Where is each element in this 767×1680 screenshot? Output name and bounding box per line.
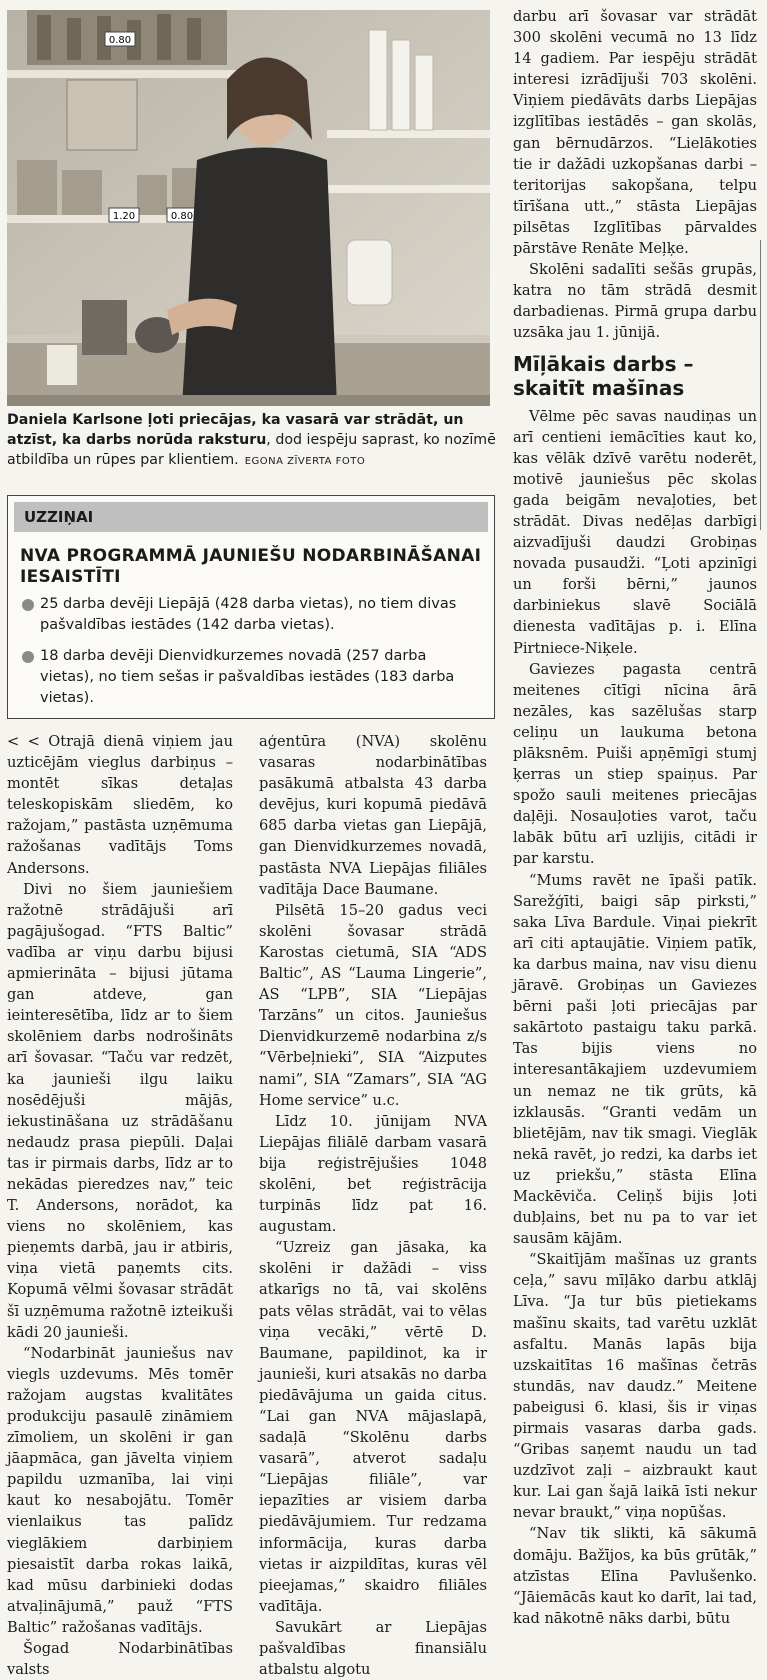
paragraph: < < Otrajā dienā viņiem jau uzticējām vieglus darbiņus – montēt sīkas detaļas teleskopiskām sliedēm, ko ražojam,” pastāsta uzņēmuma ražošanas vadītājs Toms Andersons. xyxy=(7,733,233,877)
list-item xyxy=(22,646,484,709)
section-subheading: Mīļākais darbs – skaitīt mašīnas xyxy=(513,351,694,400)
paragraph: Skolēni sadalīti sešās grupās, katra no tām strādā desmit darbadienas. Pirmā grupa darbu uzsāka jau 1. jūnijā. xyxy=(513,261,757,342)
price-tag: 0.80 xyxy=(170,211,194,222)
article-column-2 xyxy=(259,731,487,1680)
photo-caption xyxy=(7,410,501,472)
article-column-3 xyxy=(513,6,757,1629)
list-item-text: 25 darba devēji Liepājā (428 darba vietas), no tiem divas pašvaldības iestādes (142 darba vietas). xyxy=(40,596,457,633)
price-tag: 1.20 xyxy=(112,211,136,222)
paragraph: “Nav tik slikti, kā sākumā domāju. Bažījos, ka būs grūtāk,” atzīstas Elīna Pavlušenko. “Jāiemācās kaut ko darīt, lai tad, kad nākotnē nāks darbi, būtu xyxy=(513,1525,757,1627)
bullet-icon xyxy=(22,651,34,663)
info-box-title: NVA PROGRAMMĀ JAUNIEŠU NODARBINĀŠANAI IESAISTĪTI xyxy=(20,546,482,587)
info-box-list xyxy=(22,594,484,709)
article-column-1 xyxy=(7,731,233,1680)
bullet-icon xyxy=(22,599,34,611)
paragraph: “Skaitījām mašīnas uz grants ceļa,” savu mīļāko darbu atklāj Līva. “Ja tur būs pietiekams mašīnu skaits, tad varētu uzklāt asfaltu. Manās lapās bija uzskaitītas 16 mašīnas četrās stundās, nav daudz.” Meitene pabeigusi 6. klasi, šis ir viņas pirmais vasaras darba gads. “Gribas saņemt naudu un tad uzdzīvot zaļi – aizbraukt kaut kur. Lai gan šajā laikā īsti nekur nevar braukt,” viņa nopūšas. xyxy=(513,1251,757,1522)
paragraph: Vēlme pēc savas naudiņas un arī centieni iemācīties kaut ko, kas vēlāk dzīvē varētu noderēt, motivē jauniešus pēc skolas gada beigām nevaļoties, bet strādāt. Divas nedēļas darbīgi aizvadījuši daudzi Grobiņas novada pusaudži. “Ļoti apzinīgi un forši bērni,” jaunos darbiniekus slavē Sociālā dienesta vadītājas p. i. Elīna Pirtniece-Niķele. xyxy=(513,407,757,657)
caption-lead: Daniela Karlsone ļoti priecājas, ka vasarā var strādāt, un atzīst, ka darbs norūda raksturu xyxy=(7,412,464,448)
caption-text: , dod iespēju saprast, ko nozīmē atbildība un rūpes par klientiem. xyxy=(7,432,496,468)
photo-illustration xyxy=(7,10,490,406)
paragraph: aģentūra (NVA) skolēnu vasaras nodarbinātības pasākumā atbalsta 43 darba devējus, kuri kopumā piedāvā 685 darba vietas gan Liepājā, gan Dienvidkurzemes novadā, pastāsta NVA Liepājas filiāles vadītāja Dace Baumane. xyxy=(259,733,487,898)
paragraph: “Uzreiz gan jāsaka, ka skolēni ir dažādi – viss atkarīgs no tā, vai skolēns pats vēlas strādāt, vai to vēlas viņa vecāki,” vērtē D. Baumane, papildinot, ka ir jaunieši, kuri atsakās no darba piedāvājuma un gaida citus. “Lai gan NVA mājaslapā, sadaļā “Skolēnu darbs vasarā”, atverot sadaļu “Liepājas filiāle”, var iepazīties ar visiem darba piedāvājumiem. Tur redzama informācija, kuras darba vietas ir aizpildītas, kuras vēl pieejamas,” skaidro filiāles vadītāja. xyxy=(259,1239,487,1615)
paragraph: Divi no šiem jauniešiem ražotnē strādājuši arī pagājušogad. “FTS Baltic” vadība ar viņu darbu bijusi apmierināta – bijusi jūtama gan atdeve, gan ieinteresētība, līdz ar to šiem skolēniem darbs nodrošināts arī šovasar. “Taču var redzēt, ka jaunieši ilgu laiku nosēdējuši mājās, iekustināšana uz strādāšanu nedaudz prasa piepūli. Daļai tas ir pirmais darbs, līdz ar to nekādas pieredzes nav,” teic T. Andersons, norādot, ka viens no skolēniem, kas pieņemts darbā, jau ir atbiris, viņa vietā paņemts cits. Kopumā vēlmi šovasar strādāt šī uzņēmuma ražotnē izteikuši kādi 20 jaunieši. xyxy=(7,880,233,1341)
info-box-header: UZZIŅAI xyxy=(14,502,488,532)
price-tag: 0.80 xyxy=(108,35,132,46)
info-box xyxy=(7,495,495,719)
paragraph: Šogad Nodarbinātības valsts xyxy=(7,1640,233,1679)
photo-credit: EGONA ZĪVERTA FOTO xyxy=(244,456,366,467)
paragraph: darbu arī šovasar var strādāt 300 skolēni vecumā no 13 līdz 14 gadiem. Par iespēju strādāt interesi izrādījuši 703 skolēni. Viņiem piedāvāts darbs Liepājas izglītības iestādēs – gan skolās, gan bērnudārzos. “Lielākoties tie ir dažādi uzkopšanas darbi – teritorijas sakopšana, telpu tīrīšana utt.,” stāsta Liepājas pilsētas Izglītības pārvaldes pārstāve Renāte Meļķe. xyxy=(513,8,757,258)
paragraph: Savukārt ar Liepājas pašvaldības finansiālu atbalstu algotu xyxy=(259,1618,487,1679)
paragraph: “Mums ravēt ne īpaši patīk. Sarežģīti, baigi sāp pirksti,” saka Līva Bardule. Viņai piekrīt arī citi aptaujātie. Viņiem patīk, ka darbus maina, nav visu dienu jāravē. Grobiņas un Gaviezes bērni paši ļoti priecājas par sakārtoto pastaigu taku parkā. Tas bijis viens no interesantākajiem uzdevumiem un nemaz ne tik grūts, kā izklausās. “Granti vedām un blietējām, nav tik smagi. Vieglāk nekā ravēt, jo redzi, ka darbs iet uz priekšu,” stāsta Elīna Mackēviča. Celiņš bijis ļoti dubļains, bet nu pa to var iet sausām kājām. xyxy=(513,871,757,1248)
paragraph: “Nodarbināt jauniešus nav viegls uzdevums. Mēs tomēr ražojam augstas kvalitātes produkciju pasaulē zināmiem zīmoliem, un skolēni ir gan jāapmāca, gan jāvelta viņiem papildu uzmanība, lai viņi kaut ko nesabojātu. Tomēr vienlaikus tas palīdz vieglākiem darbiņiem piesaistīt darba rokas laikā, kad mūsu darbinieki dodas atvaļinājumā,” pauž “FTS Baltic” ražošanas vadītājs. xyxy=(7,1344,233,1636)
paragraph: Gaviezes pagasta centrā meitenes cītīgi nīcina ārā nezāles, kas sazēlušas starp celiņu un laukuma betona plāksnēm. Puiši apņēmīgi stumj ķerras un stiep spaiņus. Par spožo sauli meitenes priecājas daļēji. Nosauļoties varot, taču labāk būtu arī uzlijis, citādi ir par karstu. xyxy=(513,660,757,868)
list-item-text: 18 darba devēji Dienvidkurzemes novadā (257 darba vietas), no tiem sešas ir pašvaldības iestādes (183 darba vietas). xyxy=(40,648,455,706)
column-divider xyxy=(760,240,761,530)
paragraph: Pilsētā 15–20 gadus veci skolēni šovasar strādā Karostas cietumā, SIA “ADS Baltic”, AS “Lauma Lingerie”, AS “LPB”, SIA “Liepājas Tarzāns” un citos. Jauniešus Dienvidkurzemē nodarbina z/s “Vērbeļnieki”, SIA “Aizputes nami”, SIA “Zamars”, SIA “AG Home service” u.c. xyxy=(259,901,487,1109)
article-photo xyxy=(7,10,490,406)
paragraph: Līdz 10. jūnijam NVA Liepājas filiālē darbam vasarā bija reģistrējušies 1048 skolēni, bet reģistrācija turpinās līdz pat 16. augustam. xyxy=(259,1112,487,1236)
list-item xyxy=(22,594,484,636)
